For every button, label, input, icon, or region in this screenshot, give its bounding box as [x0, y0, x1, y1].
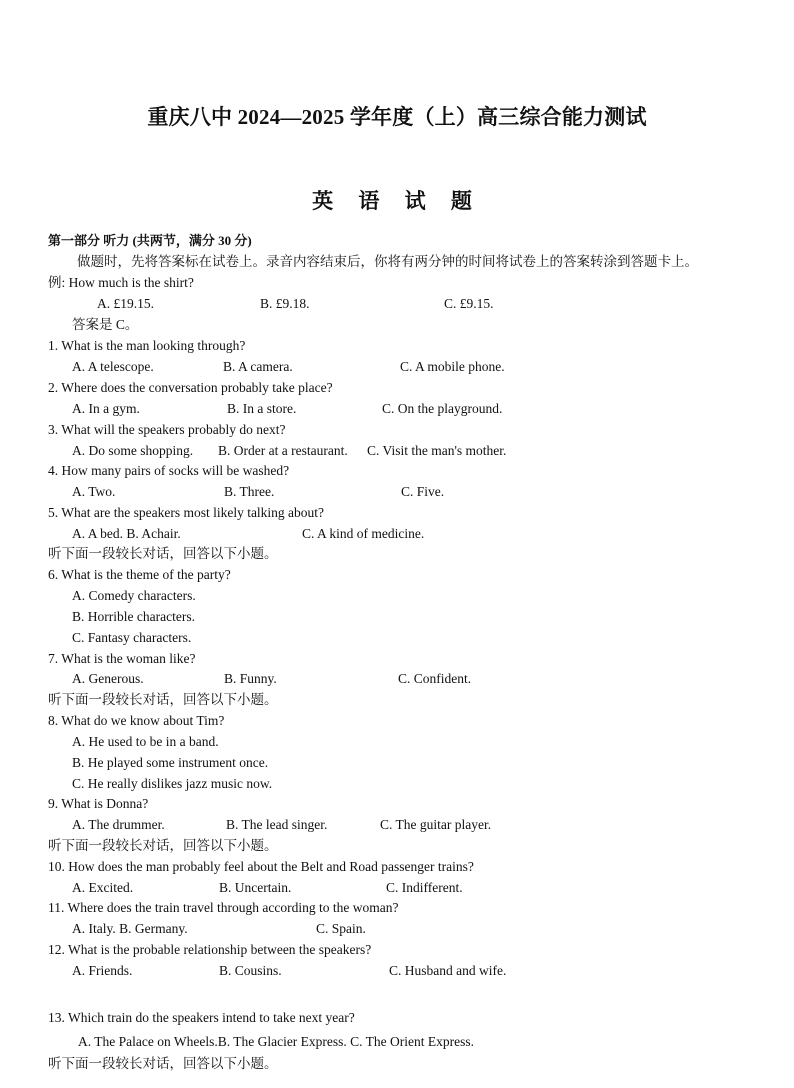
q4-option-c: C. Five.: [401, 484, 445, 499]
q5-option-ab: A. A bed. B. Achair.: [72, 526, 181, 541]
q1-option-a: A. A telescope.: [72, 359, 154, 374]
instructions: 做题时，先将答案标在试卷上。录音内容结束后，你将有两分钟的时间将试卷上的答案转涂到答题卡上。: [77, 254, 698, 269]
q8-option-a: A. He used to be in a band.: [72, 734, 219, 749]
example-answer: 答案是 C。: [72, 317, 139, 332]
q7-option-c: C. Confident.: [398, 671, 472, 686]
question-10: 10. How does the man probably feel about the Belt and Road passenger trains?: [48, 859, 474, 874]
question-2: 2. Where does the conversation probably take place?: [48, 380, 333, 395]
q7-option-b: B. Funny.: [224, 671, 277, 686]
q12-option-b: B. Cousins.: [219, 963, 282, 978]
q6-option-a: A. Comedy characters.: [72, 588, 196, 603]
q2-option-a: A. In a gym.: [72, 401, 140, 416]
question-4: 4. How many pairs of socks will be washed?: [48, 463, 290, 478]
q3-option-b: B. Order at a restaurant.: [218, 443, 348, 458]
q9-option-c: C. The guitar player.: [380, 817, 492, 832]
section-heading: 第一部分 听力 (共两节，满分 30 分): [48, 233, 252, 248]
q10-option-c: C. Indifferent.: [386, 880, 463, 895]
question-6: 6. What is the theme of the party?: [48, 567, 231, 582]
question-12: 12. What is the probable relationship between the speakers?: [48, 942, 372, 957]
q2-option-c: C. On the playground.: [382, 401, 503, 416]
question-13: 13. Which train do the speakers intend to take next year?: [48, 1010, 355, 1025]
subject-title: 英 语 试 题: [312, 189, 482, 213]
q1-option-c: C. A mobile phone.: [400, 359, 505, 374]
q1-option-b: B. A camera.: [223, 359, 293, 374]
q10-option-b: B. Uncertain.: [219, 880, 292, 895]
q11-option-c: C. Spain.: [316, 921, 366, 936]
q6-option-b: B. Horrible characters.: [72, 609, 195, 624]
q12-option-a: A. Friends.: [72, 963, 133, 978]
listen-prompt: 听下面一段较长对话，回答以下小题。: [48, 1056, 278, 1071]
q13-options: A. The Palace on Wheels.B. The Glacier Express. C. The Orient Express.: [78, 1034, 475, 1049]
listen-prompt: 听下面一段较长对话，回答以下小题。: [48, 546, 278, 561]
question-7: 7. What is the woman like?: [48, 651, 196, 666]
q5-option-c: C. A kind of medicine.: [302, 526, 425, 541]
question-9: 9. What is Donna?: [48, 796, 149, 811]
q7-option-a: A. Generous.: [72, 671, 144, 686]
q10-option-a: A. Excited.: [72, 880, 134, 895]
q12-option-c: C. Husband and wife.: [389, 963, 507, 978]
example-question: 例: How much is the shirt?: [48, 275, 194, 290]
q6-option-c: C. Fantasy characters.: [72, 630, 192, 645]
question-11: 11. Where does the train travel through according to the woman?: [48, 900, 399, 915]
q9-option-a: A. The drummer.: [72, 817, 165, 832]
listen-prompt: 听下面一段较长对话，回答以下小题。: [48, 838, 278, 853]
q4-option-a: A. Two.: [72, 484, 116, 499]
question-3: 3. What will the speakers probably do next?: [48, 422, 286, 437]
example-option-b: B. £9.18.: [260, 296, 310, 311]
q4-option-b: B. Three.: [224, 484, 275, 499]
question-1: 1. What is the man looking through?: [48, 338, 246, 353]
q3-option-a: A. Do some shopping.: [72, 443, 194, 458]
example-option-c: C. £9.15.: [444, 296, 494, 311]
exam-title: 重庆八中 2024—2025 学年度（上）高三综合能力测试: [147, 105, 647, 129]
question-5: 5. What are the speakers most likely talking about?: [48, 505, 325, 520]
q8-option-c: C. He really dislikes jazz music now.: [72, 776, 273, 791]
q2-option-b: B. In a store.: [227, 401, 297, 416]
example-option-a: A. £19.15.: [97, 296, 154, 311]
question-8: 8. What do we know about Tim?: [48, 713, 225, 728]
q8-option-b: B. He played some instrument once.: [72, 755, 269, 770]
q11-option-ab: A. Italy. B. Germany.: [72, 921, 188, 936]
listen-prompt: 听下面一段较长对话，回答以下小题。: [48, 692, 278, 707]
q9-option-b: B. The lead singer.: [226, 817, 328, 832]
q3-option-c: C. Visit the man's mother.: [367, 443, 507, 458]
